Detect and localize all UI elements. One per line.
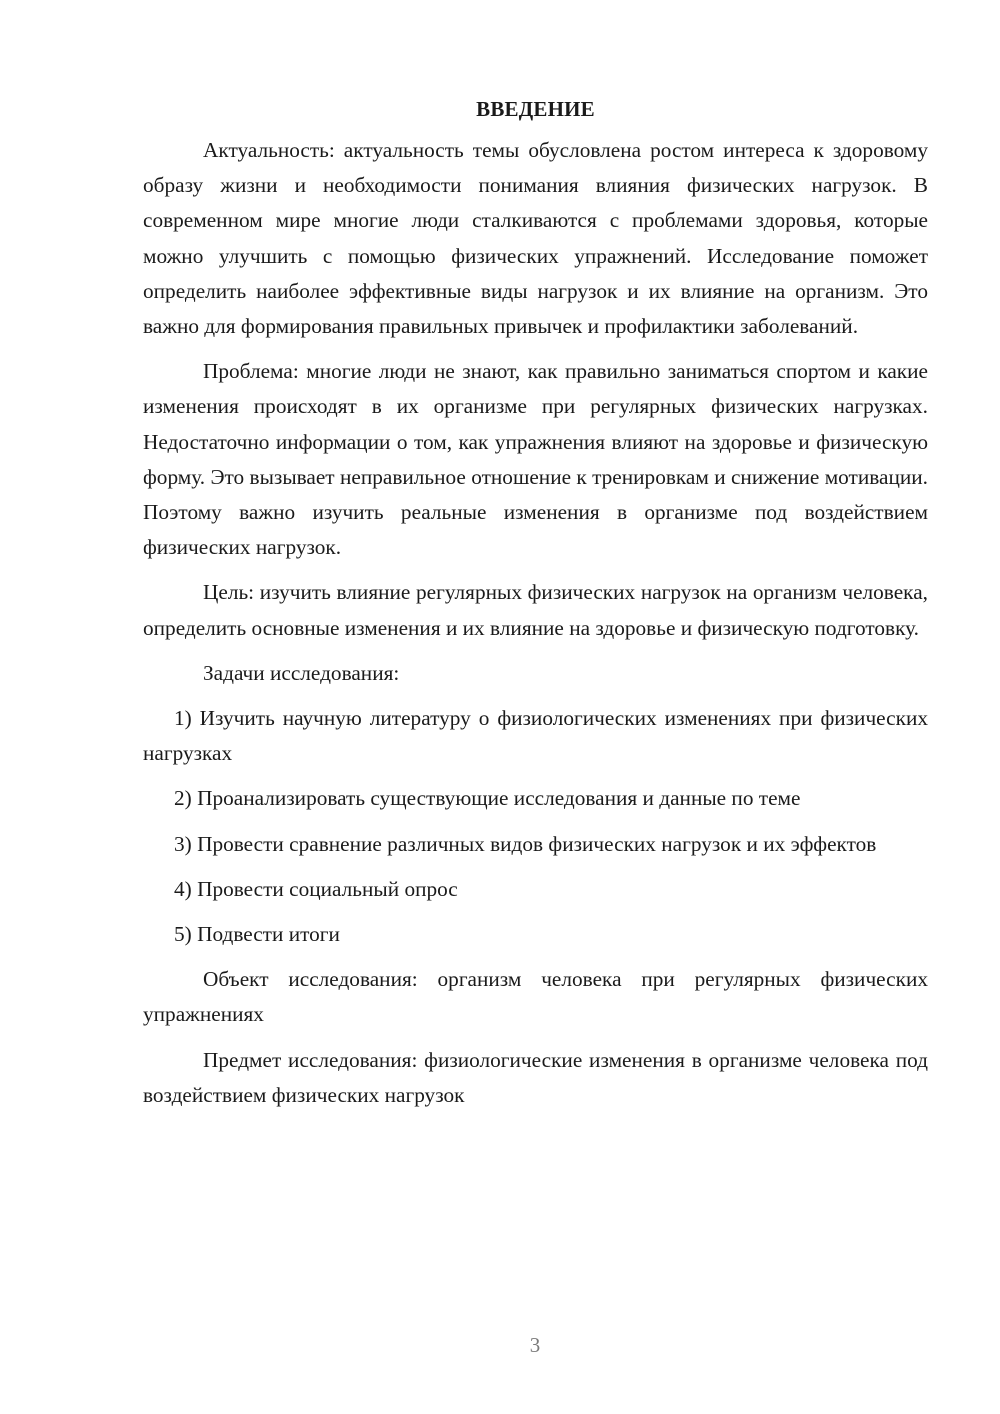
list-item: 3) Провести сравнение различных видов физических нагрузок и их эффектов: [174, 831, 877, 856]
paragraph-problem: Проблема: многие люди не знают, как правильно заниматься спортом и какие изменения происходят в их организме при регулярных физических нагрузках. Недостаточно информации о том, как упражнения влияют на здоровье и физическую форму. Это вызывает неправильное отношение к тренировкам и снижение мотивации. Поэтому важно изучить реальные изменения в организме под воздействием физических нагрузок.: [143, 359, 928, 560]
paragraph-object: Объект исследования: организм человека при регулярных физических упражнениях: [143, 967, 928, 1027]
list-item: 5) Подвести итоги: [174, 922, 340, 947]
task-list: [143, 701, 928, 952]
list-item: 2) Проанализировать существующие исследования и данные по теме: [174, 786, 801, 811]
list-item: 1) Изучить научную литературу о физиологических изменениях при физических нагрузках: [143, 706, 928, 766]
paragraph-tasks-heading: Задачи исследования:: [203, 660, 400, 685]
paragraph-subject: Предмет исследования: физиологические изменения в организме человека под воздействием физических нагрузок: [143, 1047, 928, 1107]
page-title: ВВЕДЕНИЕ: [476, 97, 595, 121]
paragraph-relevance: Актуальность: актуальность темы обусловлена ростом интереса к здоровому образу жизни и необходимости понимания влияния физических нагрузок. В современном мире многие люди сталкиваются с проблемами здоровья, которые можно улучшить с помощью физических упражнений. Исследование поможет определить наиболее эффективные виды нагрузок и их влияние на организм. Это важно для формирования правильных привычек и профилактики заболеваний.: [143, 138, 928, 339]
list-item: 4) Провести социальный опрос: [174, 876, 458, 901]
paragraph-goal: Цель: изучить влияние регулярных физических нагрузок на организм человека, определить основные изменения и их влияние на здоровье и физическую подготовку.: [143, 580, 928, 640]
page-number: 3: [529, 1333, 541, 1357]
document-page: [143, 92, 928, 1123]
